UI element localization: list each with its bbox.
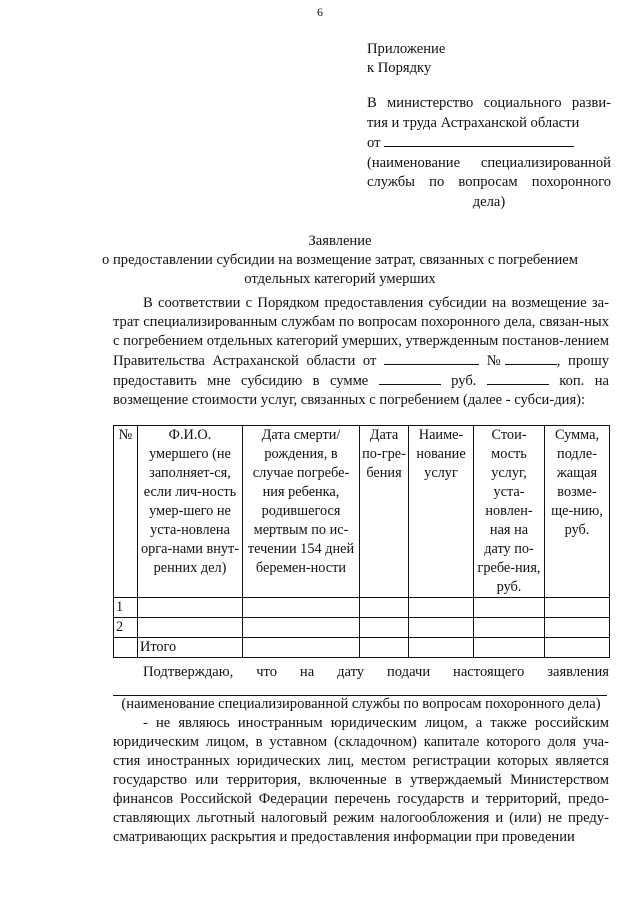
confirm-word: на xyxy=(299,664,315,680)
confirm-word: что xyxy=(256,664,278,680)
title-heading: Заявление xyxy=(308,233,372,249)
table-cell[interactable] xyxy=(474,598,545,618)
table-cell[interactable] xyxy=(360,618,409,638)
header-deceased-name: Ф.И.О. умершего (не заполняет-ся, если лич-ность умер-шего не уста-новлена орга-нами внут-ренних дел) xyxy=(138,426,243,598)
addressee-from-row xyxy=(367,133,611,154)
confirm-word: подачи xyxy=(386,664,431,680)
table-cell[interactable] xyxy=(138,618,243,638)
table-cell[interactable] xyxy=(545,638,610,658)
header-burial-date: Дата по-гре-бения xyxy=(360,426,409,598)
header-death-date: Дата смерти/ рождения, в случае погребе-ния ребенка, родившегося мертвым по ис-течении 154 дней беремен-ности xyxy=(243,426,360,598)
confirmation-line xyxy=(113,663,609,682)
table-cell[interactable] xyxy=(409,618,474,638)
amount-rub-blank[interactable] xyxy=(379,371,441,385)
table-header-row xyxy=(114,426,610,598)
table-cell[interactable] xyxy=(243,598,360,618)
table-cell[interactable] xyxy=(545,598,610,618)
addressee-from-blank[interactable] xyxy=(384,133,574,147)
addressee-from-label: от xyxy=(367,135,381,151)
table-cell[interactable] xyxy=(409,598,474,618)
amount-kop-blank[interactable] xyxy=(487,371,549,385)
confirm-word: Подтверждаю, xyxy=(143,664,234,680)
addressee-caption-line-3: дела) xyxy=(472,193,506,210)
table-cell: 1 xyxy=(114,598,138,618)
appendix-note xyxy=(367,40,617,78)
services-table xyxy=(113,425,610,658)
title-line-1: о предоставлении субсидии на возмещение затрат, связанных с погребением xyxy=(102,252,578,268)
total-label: Итого xyxy=(138,638,243,658)
service-name-caption: (наименование специализированной службы по вопросам похоронного дела) xyxy=(121,696,601,712)
header-number: № xyxy=(114,426,138,598)
addressee-caption-line-2: службы по вопросам похоронного xyxy=(367,174,611,190)
confirm-word: заявления xyxy=(547,664,609,680)
item1-rest: юридическим лицом, в уставном (складочном) капитале которого доля уча-стия иностранных юридических лиц, местом регистрации которых является государство или территория, включенные в утверждаемый Министерством финансов Российской Федерации перечень государств и территорий, предо-ставляющих льготный налоговый режим налогообложения и (или) не преду-сматривающих раскрытия и предоставления информации при проведении xyxy=(113,734,609,845)
header-service-name: Наиме-нование услуг xyxy=(409,426,474,598)
table-row xyxy=(114,618,610,638)
page-number: 6 xyxy=(317,5,323,19)
addressee-block xyxy=(367,94,611,212)
addressee-caption-line-1: (наименование специализированной xyxy=(367,154,611,171)
item1-first-line: - не являюсь иностранным юридическим лицом, а также российским xyxy=(143,715,609,731)
appendix-line-2: к Порядку xyxy=(367,60,432,76)
table-cell[interactable] xyxy=(474,638,545,658)
appendix-line-1: Приложение xyxy=(367,41,446,57)
confirmation-section xyxy=(113,663,609,847)
table-cell[interactable] xyxy=(474,618,545,638)
header-service-cost: Стои-мость услуг, уста-новлен-ная на дату по-гребе-ния, руб. xyxy=(474,426,545,598)
body-paragraph: В соответствии с Порядком предоставления субсидии на возмещение за-трат специализированным службам по вопросам похоронного дела, связан-ных с погребением отдельных категорий умерших, утвержденным постанов-лением Правительства Астраханской области от № , прошу предоставить мне субсидию в сумме руб. коп. на возмещение стоимости услуг, связанных с погребением (далее - субси-дия): xyxy=(113,295,610,408)
table-cell[interactable] xyxy=(138,598,243,618)
table-row xyxy=(114,598,610,618)
title-line-2: отдельных категорий умерших xyxy=(244,271,436,287)
confirmation-item-1 xyxy=(113,714,609,847)
table-cell[interactable] xyxy=(409,638,474,658)
addressee-line-1: В министерство социального разви- xyxy=(367,95,611,111)
kop-label: коп. xyxy=(559,373,585,389)
document-title xyxy=(60,232,620,289)
body-para-start: В соответствии с Порядком предоставления субсидии на возмещение за-трат специализированным службам по вопросам похоронного дела, связан-ных с погребением отдельных категорий умерших, утвержденным постанов-лением Правительства Астраханской области от xyxy=(113,295,609,369)
table-cell xyxy=(114,638,138,658)
number-sign: № xyxy=(486,353,505,369)
table-cell[interactable] xyxy=(243,618,360,638)
table-cell[interactable] xyxy=(360,638,409,658)
table-cell: 2 xyxy=(114,618,138,638)
header-reimbursement-sum: Сумма, подле-жащая возме-ще-нию, руб. xyxy=(545,426,610,598)
table-cell[interactable] xyxy=(360,598,409,618)
confirm-word: дату xyxy=(337,664,365,680)
addressee-line-2: тия и труда Астраханской области xyxy=(367,114,580,131)
rub-label: руб. xyxy=(451,373,477,389)
body-para-end: на возмещение стоимости услуг, связанных с погребением (далее - субси-дия): xyxy=(113,373,610,408)
table-cell[interactable] xyxy=(243,638,360,658)
table-cell[interactable] xyxy=(545,618,610,638)
request-start: прошу предоставить мне субсидию в сумме xyxy=(113,353,609,389)
application-body xyxy=(113,294,609,410)
decree-number-blank[interactable] xyxy=(505,351,557,365)
decree-date-blank[interactable] xyxy=(384,351,479,365)
confirm-word: настоящего xyxy=(453,664,525,680)
table-row-total xyxy=(114,638,610,658)
